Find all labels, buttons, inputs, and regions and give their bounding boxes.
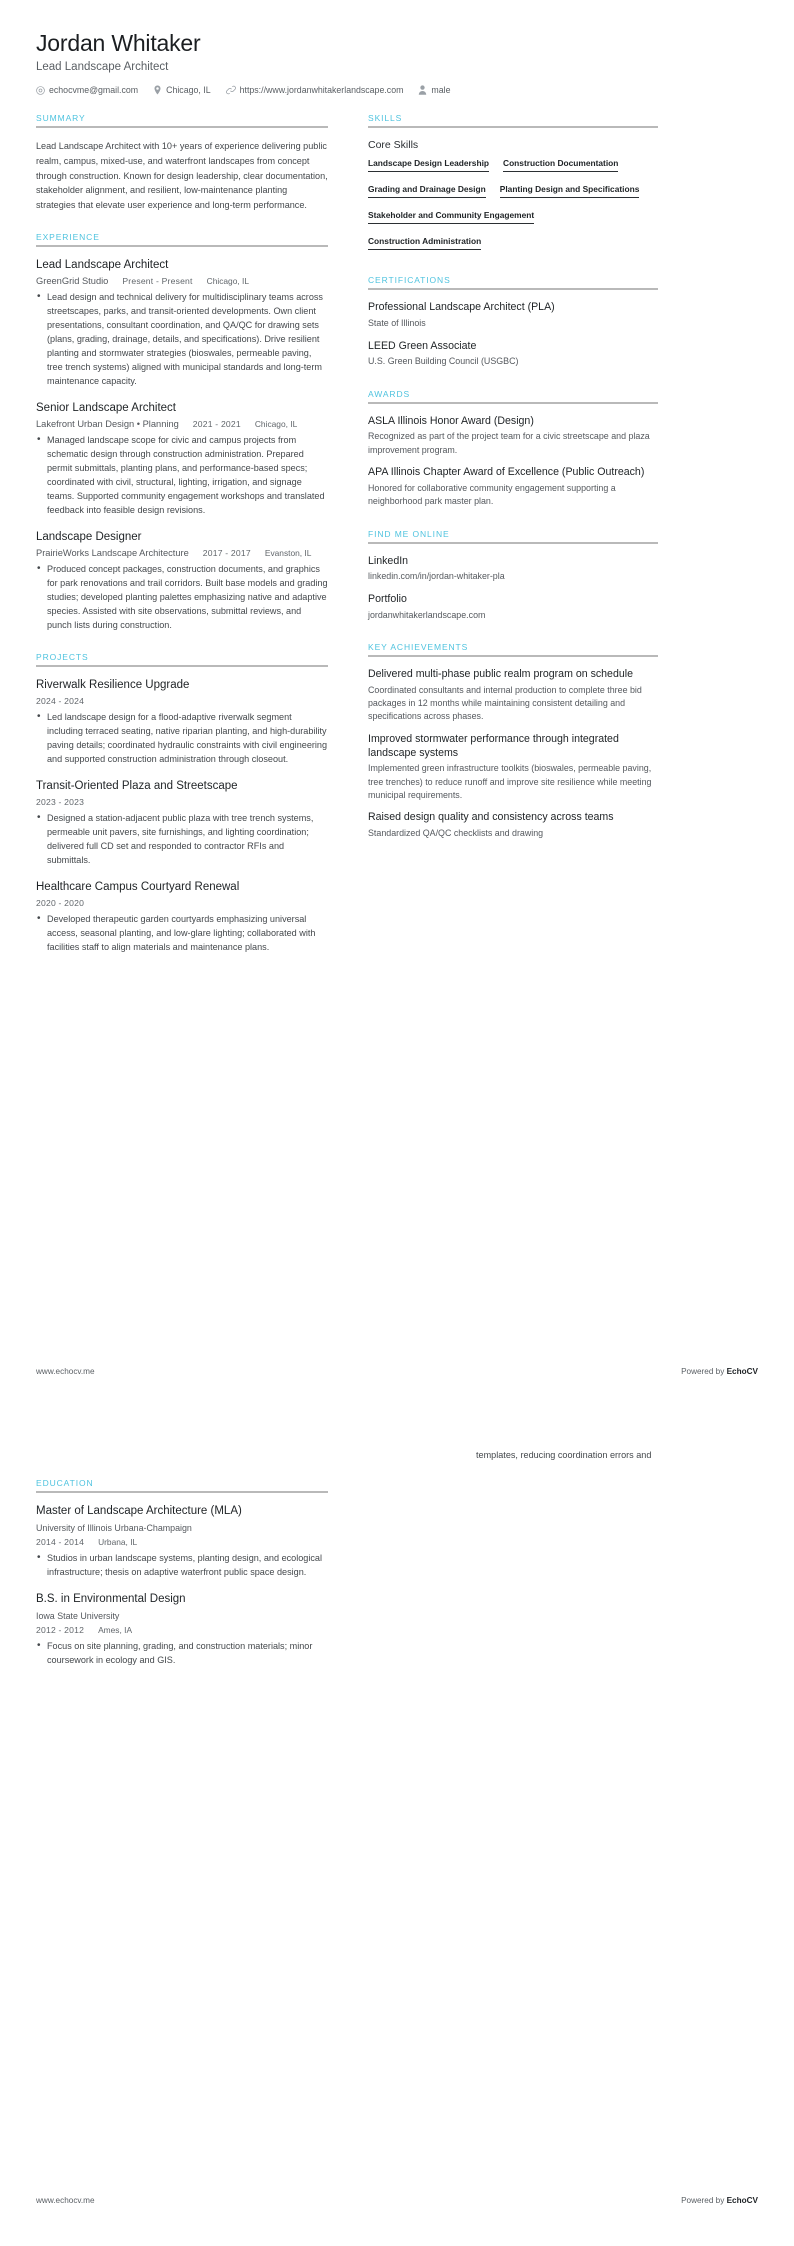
list-item: • Designed a station-adjacent public plaza with tree trench systems, permeable unit pavers, site furnishings, and lighting coordination; delivered full CD set and responded to contractor RFIs and submittals. (36, 811, 328, 867)
achievement-item (368, 733, 658, 803)
contact-website[interactable] (226, 85, 404, 95)
education-bullets (36, 1639, 328, 1667)
education-org: Iowa State University (36, 1610, 120, 1621)
divider (368, 126, 658, 128)
divider (36, 1491, 328, 1493)
experience-title: Senior Landscape Architect (36, 402, 177, 415)
experience-bullets (36, 433, 328, 518)
section-skills (368, 113, 658, 255)
project-item (36, 678, 328, 766)
footer-site-url[interactable]: www.echocv.me (36, 2196, 95, 2205)
education-location: Urbana, IL (98, 1536, 138, 1547)
skills-group-label: Core Skills (368, 139, 419, 152)
education-org: University of Illinois Urbana-Champaign (36, 1522, 192, 1533)
right-column (368, 113, 658, 860)
summary-text: Lead Landscape Architect with 10+ years of experience delivering public realm, campus, mixed-use, and waterfront landscapes from concept through construction. Known for design leadership, clear documentation, stakeholder alignment, and resilient, low-maintenance planting strategies that elevate user experience and long-term performance. (36, 141, 328, 210)
online-profile-item[interactable] (368, 593, 658, 622)
skill-tag: Construction Documentation (503, 158, 618, 172)
certification-issuer: State of Illinois (368, 318, 426, 329)
footer-site-url[interactable]: www.echocv.me (36, 1367, 95, 1376)
email-icon (36, 86, 45, 95)
list-item: • Focus on site planning, grading, and construction materials; minor coursework in ecology and GIS. (36, 1639, 328, 1667)
section-awards (368, 389, 658, 509)
experience-location: Chicago, IL (254, 418, 298, 429)
online-profile-url[interactable]: linkedin.com/in/jordan-whitaker-pla (368, 571, 505, 582)
left-column (36, 113, 328, 974)
contact-email[interactable] (36, 85, 138, 95)
experience-org: Lakefront Urban Design • Planning (36, 418, 179, 429)
footer-brand (681, 1367, 758, 1376)
achievement-description: Standardized QA/QC checklists and drawing (368, 828, 544, 839)
award-title: ASLA Illinois Honor Award (Design) (368, 414, 534, 427)
education-dates: 2012 - 2012 (36, 1624, 85, 1635)
education-bullets (36, 1551, 328, 1579)
experience-meta (36, 548, 328, 558)
project-title: Healthcare Campus Courtyard Renewal (36, 881, 240, 894)
project-meta (36, 696, 328, 706)
achievement-title: Raised design quality and consistency across teams (368, 811, 614, 824)
section-heading-projects: PROJECTS (36, 652, 89, 663)
section-heading-skills: SKILLS (368, 113, 403, 124)
footer-brand-prefix: Powered by (681, 1367, 727, 1376)
section-heading-awards: AWARDS (368, 388, 411, 399)
person-icon (418, 85, 427, 95)
award-description: Recognized as part of the project team for a civic streetscape and plaza improvement program. (368, 431, 650, 455)
divider (36, 665, 328, 667)
achievement-item (368, 811, 658, 840)
education-location: Ames, IA (98, 1624, 133, 1635)
achievement-description: Coordinated consultants and internal production to complete three bid packages in 12 months while maintaining consistent detailing and specifications across phases. (368, 684, 642, 722)
experience-meta (36, 419, 328, 429)
online-profile-url[interactable]: jordanwhitakerlandscape.com (368, 609, 486, 620)
education-dates: 2014 - 2014 (36, 1536, 85, 1547)
divider (368, 288, 658, 290)
footer-brand-prefix: Powered by (681, 2196, 727, 2205)
award-item (368, 466, 658, 508)
certification-title: Professional Landscape Architect (PLA) (368, 301, 555, 314)
experience-dates: Present - Present (122, 275, 193, 286)
footer-brand (681, 2196, 758, 2205)
skill-tag: Planting Design and Specifications (500, 184, 640, 198)
key-achievements-overflow: templates, reducing coordination errors and (476, 1450, 652, 1460)
award-title: APA Illinois Chapter Award of Excellence (Public Outreach) (368, 466, 645, 479)
experience-item (36, 530, 328, 632)
skill-tag: Stakeholder and Community Engagement (368, 210, 534, 224)
certification-issuer: U.S. Green Building Council (USGBC) (368, 356, 519, 367)
project-dates: 2023 - 2023 (36, 796, 85, 807)
experience-org: GreenGrid Studio (36, 275, 109, 286)
project-bullets (36, 912, 328, 954)
list-item: • Developed therapeutic garden courtyards emphasizing universal access, seasonal planting, and low-glare lighting; collaborated with facilities staff to align materials and maintenance plans. (36, 912, 328, 954)
experience-org: PrairieWorks Landscape Architecture (36, 547, 189, 558)
page-footer-1 (36, 1367, 758, 1376)
resume-header (0, 0, 794, 95)
online-profile-title: LinkedIn (368, 554, 409, 567)
experience-dates: 2017 - 2017 (202, 547, 251, 558)
section-heading-find-me-online: FIND ME ONLINE (368, 528, 450, 539)
section-heading-summary: SUMMARY (36, 113, 86, 124)
skill-tag: Grading and Drainage Design (368, 184, 486, 198)
skill-tag-list (368, 158, 658, 255)
list-item: • Led landscape design for a flood-adaptive riverwalk segment including terraced seating, native riparian planting, and high-durability paving details; coordinated hydraulic constraints with civil engineering and supported construction administration through closeout. (36, 710, 328, 766)
section-certifications (368, 275, 658, 368)
experience-bullets (36, 290, 328, 389)
project-item (36, 779, 328, 867)
contact-location[interactable] (153, 85, 211, 95)
online-profile-item[interactable] (368, 555, 658, 584)
education-meta (36, 1537, 328, 1547)
project-meta (36, 797, 328, 807)
certification-title: LEED Green Associate (368, 339, 477, 352)
page-footer-2 (36, 2196, 758, 2205)
project-item (36, 880, 328, 954)
divider (36, 245, 328, 247)
list-item: • Studios in urban landscape systems, planting design, and ecological infrastructure; thesis on adaptive waterfront public space design. (36, 1551, 328, 1579)
online-profile-title: Portfolio (368, 592, 407, 605)
section-summary (36, 113, 328, 212)
experience-item (36, 258, 328, 388)
page-title: Jordan Whitaker (36, 30, 201, 56)
experience-bullets (36, 562, 328, 632)
experience-location: Evanston, IL (264, 547, 312, 558)
section-experience (36, 232, 328, 632)
experience-title: Lead Landscape Architect (36, 259, 169, 272)
contact-gender (418, 85, 450, 95)
link-icon (226, 85, 236, 95)
footer-brand-name: EchoCV (726, 1367, 758, 1376)
resume-body (0, 113, 794, 974)
contact-list (36, 85, 758, 95)
education-title: Master of Landscape Architecture (MLA) (36, 1505, 242, 1517)
award-item (368, 415, 658, 457)
section-heading-key-achievements: KEY ACHIEVEMENTS (368, 641, 469, 652)
skill-tag: Construction Administration (368, 236, 481, 250)
divider (368, 655, 658, 657)
list-item: • Managed landscape scope for civic and campus projects from schematic design through construction administration. Prepared permit submittals, planting plans, and performance-based specs; coordinated with civil, structural, lighting, irrigation, and signage teams. Supported community engagement workshops and translated feedback into feasible design revisions. (36, 433, 328, 518)
location-pin-icon (153, 85, 162, 95)
divider (368, 402, 658, 404)
experience-title: Landscape Designer (36, 531, 142, 544)
contact-website-text: https://www.jordanwhitakerlandscape.com (239, 85, 404, 96)
section-find-me-online (368, 529, 658, 622)
header-role: Lead Landscape Architect (36, 61, 169, 74)
list-item: • Lead design and technical delivery for multidisciplinary teams across streetscapes, parks, and transit-oriented developments. Own client presentations, consultant coordination, and QA/QC for drawing sets (plans, grading, drainage, details, and specifications). Drive resilient planting and stormwater strategies (bioswales, permeable paving, tree trench systems) aligned with municipal standards and long-term maintenance capacity. (36, 290, 328, 389)
contact-gender-text: male (431, 85, 451, 96)
project-title: Transit-Oriented Plaza and Streetscape (36, 780, 238, 793)
section-heading-education: EDUCATION (36, 1478, 94, 1488)
section-heading-experience: EXPERIENCE (36, 232, 100, 243)
project-dates: 2024 - 2024 (36, 695, 85, 706)
achievement-description: Implemented green infrastructure toolkits (bioswales, permeable paving, tree trenches) to reduce runoff and improve site resilience while meeting municipal requirements. (368, 763, 652, 800)
project-bullets (36, 811, 328, 867)
contact-email-text: echocvme@gmail.com (49, 85, 139, 96)
project-dates: 2020 - 2020 (36, 897, 85, 908)
project-bullets (36, 710, 328, 766)
certification-item (368, 301, 658, 330)
education-meta (36, 1625, 328, 1635)
section-heading-certifications: CERTIFICATIONS (368, 275, 451, 286)
experience-item (36, 401, 328, 517)
contact-location-text: Chicago, IL (166, 85, 211, 96)
project-title: Riverwalk Resilience Upgrade (36, 679, 190, 692)
divider (368, 542, 658, 544)
section-key-achievements (368, 642, 658, 841)
section-education (36, 1478, 328, 1680)
certification-item (368, 340, 658, 369)
achievement-item (368, 668, 658, 724)
footer-brand-name: EchoCV (726, 2196, 758, 2205)
award-description: Honored for collaborative community engagement supporting a neighborhood park master plan. (368, 482, 616, 507)
section-projects (36, 652, 328, 954)
achievement-title: Delivered multi-phase public realm program on schedule (368, 667, 633, 680)
skill-tag: Landscape Design Leadership (368, 158, 489, 172)
achievement-title: Improved stormwater performance through integrated landscape systems (368, 732, 619, 759)
experience-location: Chicago, IL (206, 275, 250, 286)
education-item (36, 1592, 328, 1667)
education-item (36, 1504, 328, 1579)
experience-dates: 2021 - 2021 (192, 418, 241, 429)
list-item: • Produced concept packages, construction documents, and graphics for park renovations and trail corridors. Built base models and grading studies; developed planting palettes emphasizing native and adaptive species. Assisted with site observations, submittal reviews, and punch lists during construction. (36, 562, 328, 632)
experience-meta (36, 276, 328, 286)
project-meta (36, 898, 328, 908)
divider (36, 126, 328, 128)
education-title: B.S. in Environmental Design (36, 1593, 186, 1606)
